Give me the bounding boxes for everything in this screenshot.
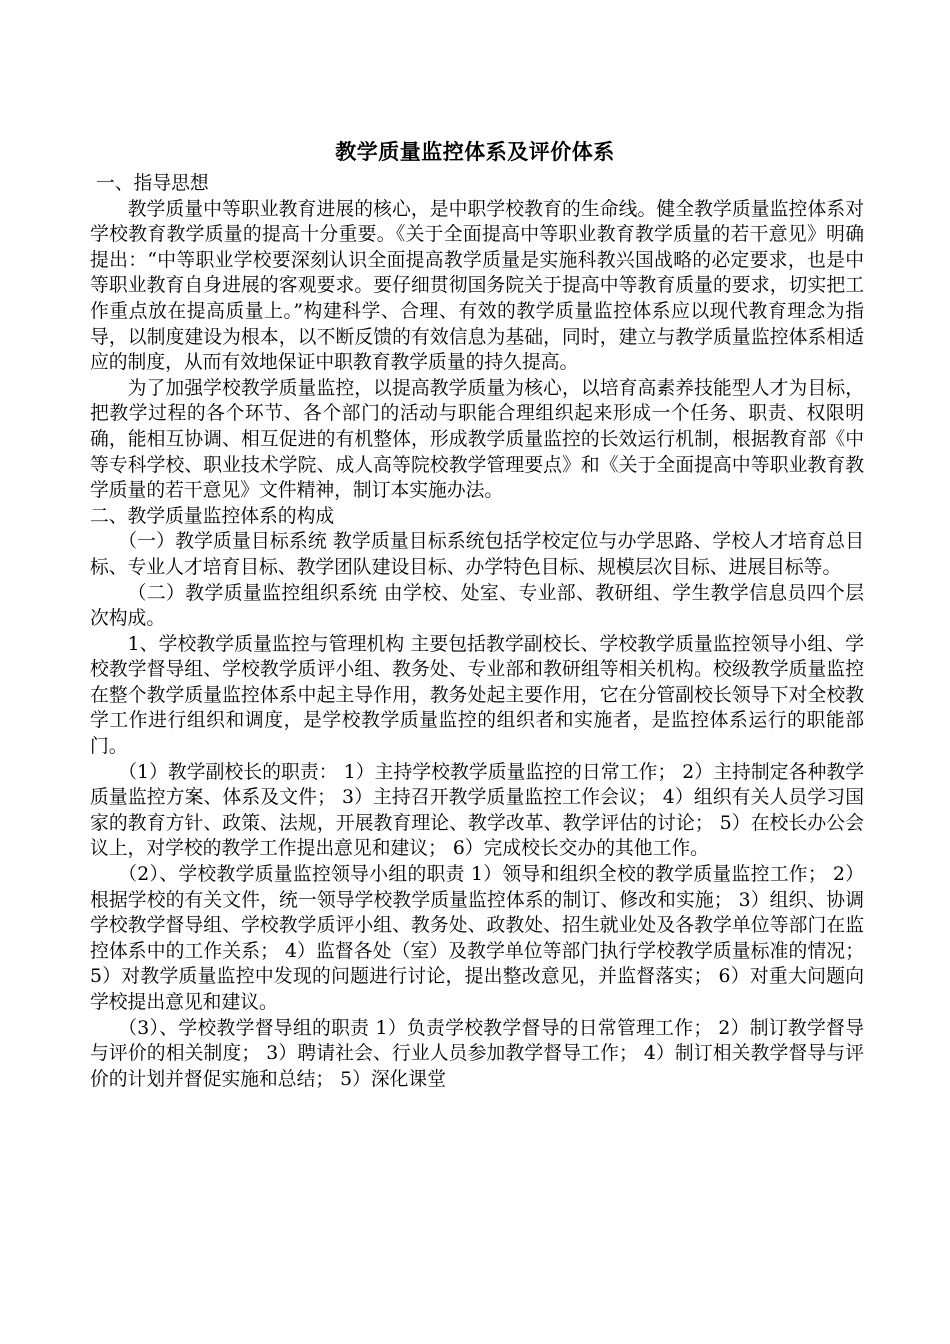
document-body [90, 171, 864, 1092]
document-title: 教学质量监控体系及评价体系 [335, 139, 615, 164]
paragraph: 为了加强学校教学质量监控，以提高教学质量为核心，以培育高素养技能型人才为目标，把教学过程的各个环节、各个部门的活动与职能合理组织起来形成一个任务、职责、权限明确，能相互协调、相互促进的有机整体，形成教学质量监控的长效运行机制，根据教育部《中等专科学校、职业技术学院、成人高等院校教学管理要点》和《关于全面提高中等职业教育教学质量的若干意见》文件精神，制订本实施办法。 [90, 377, 864, 502]
paragraph: （3）、学校教学督导组的职责 1）负责学校教学督导的日常管理工作； 2）制订教学督导与评价的相关制度； 3）聘请社会、行业人员参加教学督导工作； 4）制订相关教学督导与评价的计划并督促实施和总结； 5）深化课堂 [90, 1017, 864, 1090]
section-heading: 一、指导思想 [96, 173, 209, 194]
section-heading: 二、教学质量监控体系的构成 [90, 505, 335, 527]
paragraph: 教学质量中等职业教育进展的核心，是中职学校教育的生命线。健全教学质量监控体系对学校教育教学质量的提高十分重要。《关于全面提高中等职业教育教学质量的若干意见》明确提出：“中等职业学校要深刻认识全面提高教学质量是实施科教兴国战略的必定要求，也是中等职业教育自身进展的客观要求。要仔细贯彻国务院关于提高中等教育质量的要求，切实把工作重点放在提高质量上。”构建科学、合理、有效的教学质量监控体系应以现代教育理念为指导，以制度建设为根本，以不断反馈的有效信息为基础，同时，建立与教学质量监控体系相适应的制度，从而有效地保证中职教育教学质量的持久提高。 [90, 198, 864, 374]
paragraph: （一）教学质量目标系统 教学质量目标系统包括学校定位与办学思路、学校人才培育总目标、专业人才培育目标、教学团队建设目标、办学特色目标、规模层次目标、进展目标等。 [90, 531, 864, 578]
paragraph: （2）、学校教学质量监控领导小组的职责 1）领导和组织全校的教学质量监控工作； 2）根据学校的有关文件，统一领导学校教学质量监控体系的制订、修改和实施； 3）组织、协调学校教学督导组、学校教学质评小组、教务处、政教处、招生就业处及各教学单位等部门在监控体系中的工作关系； 4）监督各处（室）及教学单位等部门执行学校教学质量标准的情况； 5）对教学质量监控中发现的问题进行讨论，提出整改意见，并监督落实； 6）对重大问题向学校提出意见和建议。 [90, 864, 864, 1013]
paragraph: （1）教学副校长的职责： 1）主持学校教学质量监控的日常工作； 2）主持制定各种教学质量监控方案、体系及文件； 3）主持召开教学质量监控工作会议； 4）组织有关人员学习国家的教育方针、政策、法规，开展教育理论、教学改革、教学评估的讨论； 5）在校长办公会议上，对学校的教学工作提出意见和建议； 6）完成校长交办的其他工作。 [90, 761, 864, 860]
paragraph: （二）教学质量监控组织系统 由学校、处室、专业部、教研组、学生教学信息员四个层次构成。 [90, 582, 864, 630]
paragraph: 1、学校教学质量监控与管理机构 主要包括教学副校长、学校教学质量监控领导小组、学校教学督导组、学校教学质评小组、教务处、专业部和教研组等相关机构。校级教学质量监控在整个教学质量监控体系中起主导作用，教务处起主要作用，它在分管副校长领导下对全校教学工作进行组织和调度，是学校教学质量监控的组织者和实施者，是监控体系运行的职能部门。 [90, 633, 864, 758]
